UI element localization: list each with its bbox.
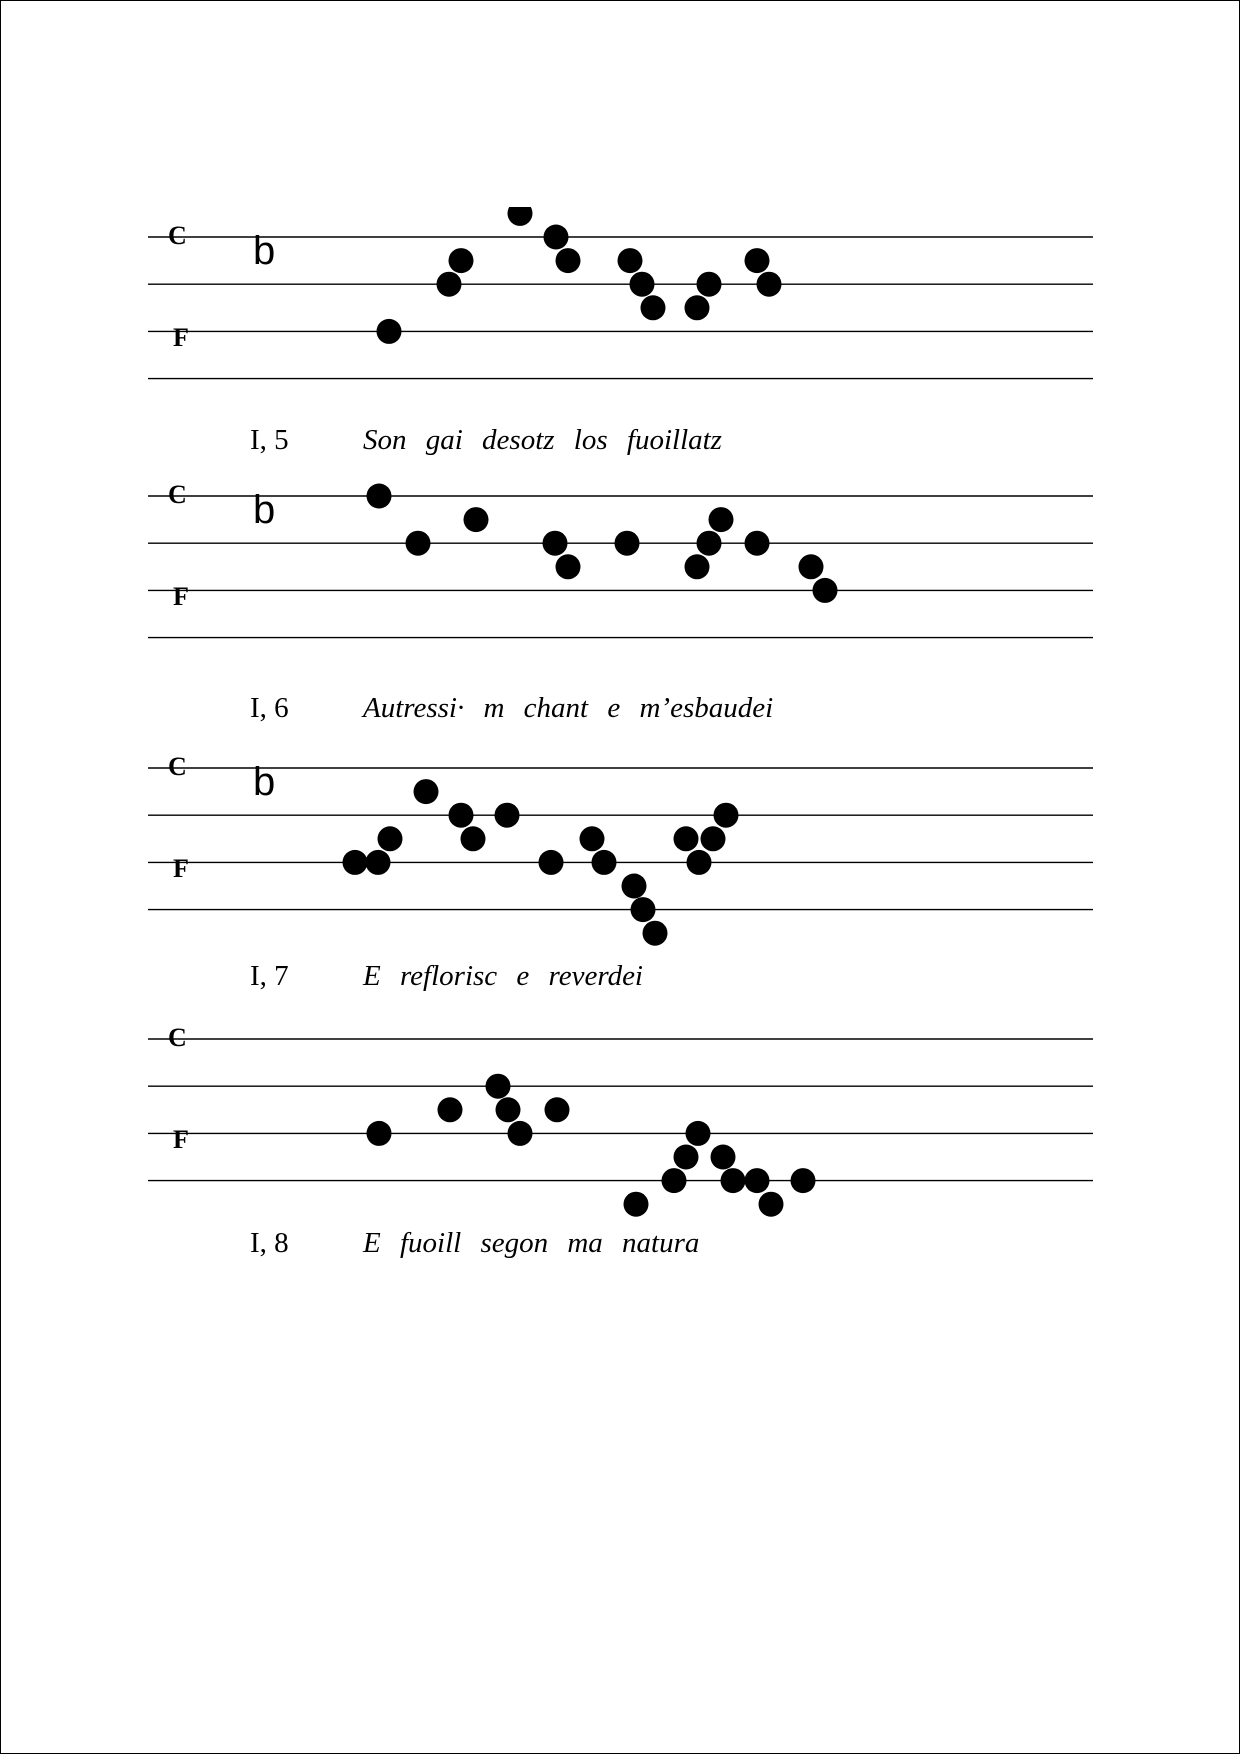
note <box>556 248 581 273</box>
note <box>508 207 533 226</box>
note <box>496 1097 521 1122</box>
note <box>367 484 392 509</box>
note <box>343 850 368 875</box>
note <box>701 826 726 851</box>
note <box>799 554 824 579</box>
note <box>745 248 770 273</box>
note <box>687 850 712 875</box>
note <box>697 531 722 556</box>
f-clef: F <box>173 323 189 353</box>
note <box>631 897 656 922</box>
f-clef: F <box>173 854 189 884</box>
note <box>685 295 710 320</box>
note <box>791 1168 816 1193</box>
verse-number: I, 8 <box>250 1227 289 1259</box>
note <box>378 826 403 851</box>
verse-number: I, 5 <box>250 424 289 456</box>
note <box>685 554 710 579</box>
note <box>618 248 643 273</box>
note <box>697 272 722 297</box>
c-clef: C <box>168 752 187 781</box>
note <box>813 578 838 603</box>
note <box>438 1097 463 1122</box>
note <box>539 850 564 875</box>
note <box>556 554 581 579</box>
note <box>745 531 770 556</box>
verse-caption <box>250 424 722 457</box>
f-clef: F <box>173 582 189 612</box>
note <box>721 1168 746 1193</box>
verse-number: I, 7 <box>250 960 289 992</box>
note <box>757 272 782 297</box>
note <box>709 507 734 532</box>
note <box>367 1121 392 1146</box>
note <box>624 1192 649 1217</box>
lyric-text: Autressi· m chant e m’esbaudei <box>363 692 774 724</box>
note <box>461 826 486 851</box>
note <box>543 531 568 556</box>
note <box>508 1121 533 1146</box>
note <box>437 272 462 297</box>
c-clef: C <box>168 1023 187 1052</box>
note <box>377 319 402 344</box>
note <box>714 803 739 828</box>
staff-3 <box>0 738 1240 948</box>
c-clef: C <box>168 480 187 509</box>
lyric-text: E fuoill segon ma natura <box>363 1227 700 1259</box>
lyric-text: Son gai desotz los fuoillatz <box>363 424 722 456</box>
note <box>366 850 391 875</box>
note <box>544 225 569 250</box>
verse-caption <box>250 1227 699 1260</box>
note <box>674 1145 699 1170</box>
staff-2 <box>0 466 1240 676</box>
note <box>641 295 666 320</box>
note <box>486 1074 511 1099</box>
note <box>686 1121 711 1146</box>
verse-number: I, 6 <box>250 692 289 724</box>
flat-sign: b <box>253 229 276 273</box>
note <box>464 507 489 532</box>
note <box>711 1145 736 1170</box>
verse-caption <box>250 692 773 725</box>
note <box>674 826 699 851</box>
note <box>759 1192 784 1217</box>
note <box>406 531 431 556</box>
c-clef: C <box>168 221 187 250</box>
staff-4 <box>0 1009 1240 1219</box>
lyric-text: E reflorisc e reverdei <box>363 960 643 992</box>
note <box>545 1097 570 1122</box>
f-clef: F <box>173 1125 189 1155</box>
flat-sign: b <box>253 760 276 804</box>
note <box>592 850 617 875</box>
note <box>449 803 474 828</box>
note <box>622 874 647 899</box>
note <box>449 248 474 273</box>
note <box>414 779 439 804</box>
note <box>580 826 605 851</box>
verse-caption <box>250 960 643 993</box>
note <box>630 272 655 297</box>
note <box>662 1168 687 1193</box>
note <box>643 921 668 946</box>
note <box>745 1168 770 1193</box>
staff-1 <box>0 207 1240 417</box>
flat-sign: b <box>253 488 276 532</box>
note <box>495 803 520 828</box>
note <box>615 531 640 556</box>
